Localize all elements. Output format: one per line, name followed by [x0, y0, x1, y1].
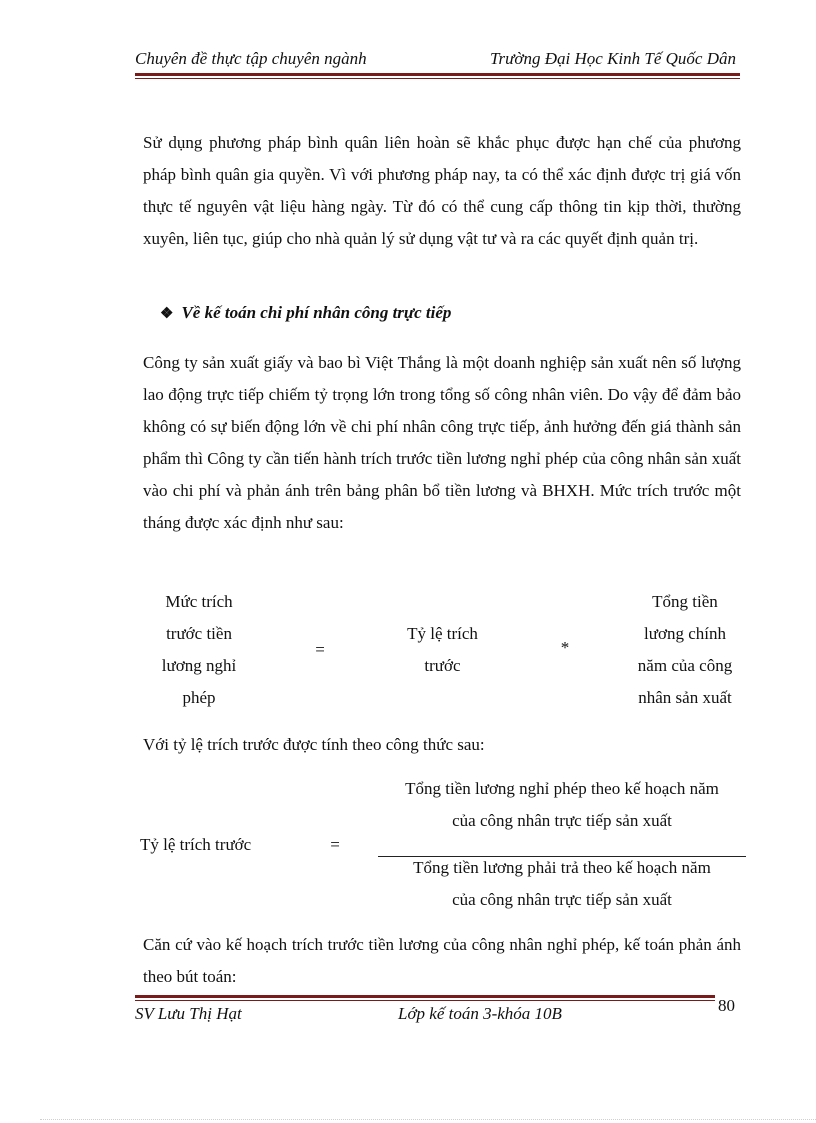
formula1-times: *	[560, 638, 570, 657]
formula2-numerator-line: Tổng tiền lương nghỉ phép theo kế hoạch năm	[405, 779, 719, 798]
formula2-denominator-line: Tổng tiền lương phải trả theo kế hoạch năm	[413, 858, 711, 877]
formula1-rate	[385, 618, 500, 682]
paragraph-4: Căn cứ vào kế hoạch trích trước tiền lương của công nhân nghỉ phép, kế toán phản ánh theo bút toán:	[143, 935, 741, 986]
paragraph-1: Sử dụng phương pháp bình quân liên hoàn sẽ khắc phục được hạn chế của phương pháp bình quân gia quyền. Vì với phương pháp nay, ta có thể xác định được trị giá vốn thực tế nguyên vật liệu hàng ngày. Từ đó có thể cung cấp thông tin kịp thời, thường xuyên, liên tục, giúp cho nhà quản lý sử dụng vật tư và ra các quyết định quản trị.	[143, 133, 741, 248]
footer-class: Lớp kế toán 3-khóa 10B	[398, 1004, 562, 1023]
formula1-lhs-line: trước tiền	[166, 624, 232, 643]
formula2-equals: =	[330, 835, 340, 854]
formula1-lhs	[140, 586, 258, 714]
footer-rule-thin	[135, 1000, 715, 1001]
diamond-bullet-icon: ❖	[160, 306, 174, 322]
section-heading-text: Về kế toán chi phí nhân công trực tiếp	[181, 303, 452, 322]
footer-student-name: SV Lưu Thị Hạt	[135, 1004, 242, 1023]
formula2-lhs: Tỷ lệ trích trước	[140, 835, 252, 854]
paragraph-2: Công ty sản xuất giấy và bao bì Việt Thắng là một doanh nghiệp sản xuất nên số lượng lao động trực tiếp chiếm tỷ trọng lớn trong tổng số công nhân viên. Do vậy để đảm bảo không có sự biến động lớn về chi phí nhân công trực tiếp, ảnh hưởng đến giá thành sản phẩm thì Công ty cần tiến hành trích trước tiền lương nghỉ phép của công nhân sản xuất vào chi phí và phản ánh trên bảng phân bổ tiền lương và BHXH. Mức trích trước một tháng được xác định như sau:	[143, 353, 741, 532]
formula2-denominator	[370, 852, 754, 916]
formula1-total-line: lương chính	[644, 624, 726, 643]
formula1-total-salary	[620, 586, 750, 714]
header-rule-thin	[135, 78, 740, 79]
formula2-numerator-line: của công nhân trực tiếp sản xuất	[452, 811, 672, 830]
formula1-lhs-line: Mức trích	[165, 592, 233, 611]
page-number: 80	[718, 996, 735, 1015]
paragraph-3: Với tỷ lệ trích trước được tính theo công thức sau:	[143, 735, 485, 754]
formula1-total-line: Tổng tiền	[652, 592, 718, 611]
page-header	[135, 49, 740, 71]
header-rule-thick	[135, 73, 740, 76]
formula1-equals: =	[315, 640, 325, 659]
formula2-numerator	[370, 773, 754, 837]
footer-rule-thick	[135, 995, 715, 998]
formula1-total-line: nhân sản xuất	[638, 688, 732, 707]
header-left-title: Chuyên đề thực tập chuyên ngành	[135, 49, 367, 68]
formula1-lhs-line: phép	[182, 688, 216, 707]
formula1-rate-line: trước	[424, 656, 461, 675]
formula1-lhs-line: lương nghỉ	[161, 656, 237, 675]
page-edge-divider	[40, 1119, 816, 1120]
formula1-rate-line: Tỷ lệ trích	[407, 624, 478, 643]
formula2-denominator-line: của công nhân trực tiếp sản xuất	[452, 890, 672, 909]
section-heading	[160, 303, 451, 323]
header-right-title: Trường Đại Học Kinh Tế Quốc Dân	[490, 49, 736, 68]
formula1-total-line: năm của công	[637, 656, 733, 675]
